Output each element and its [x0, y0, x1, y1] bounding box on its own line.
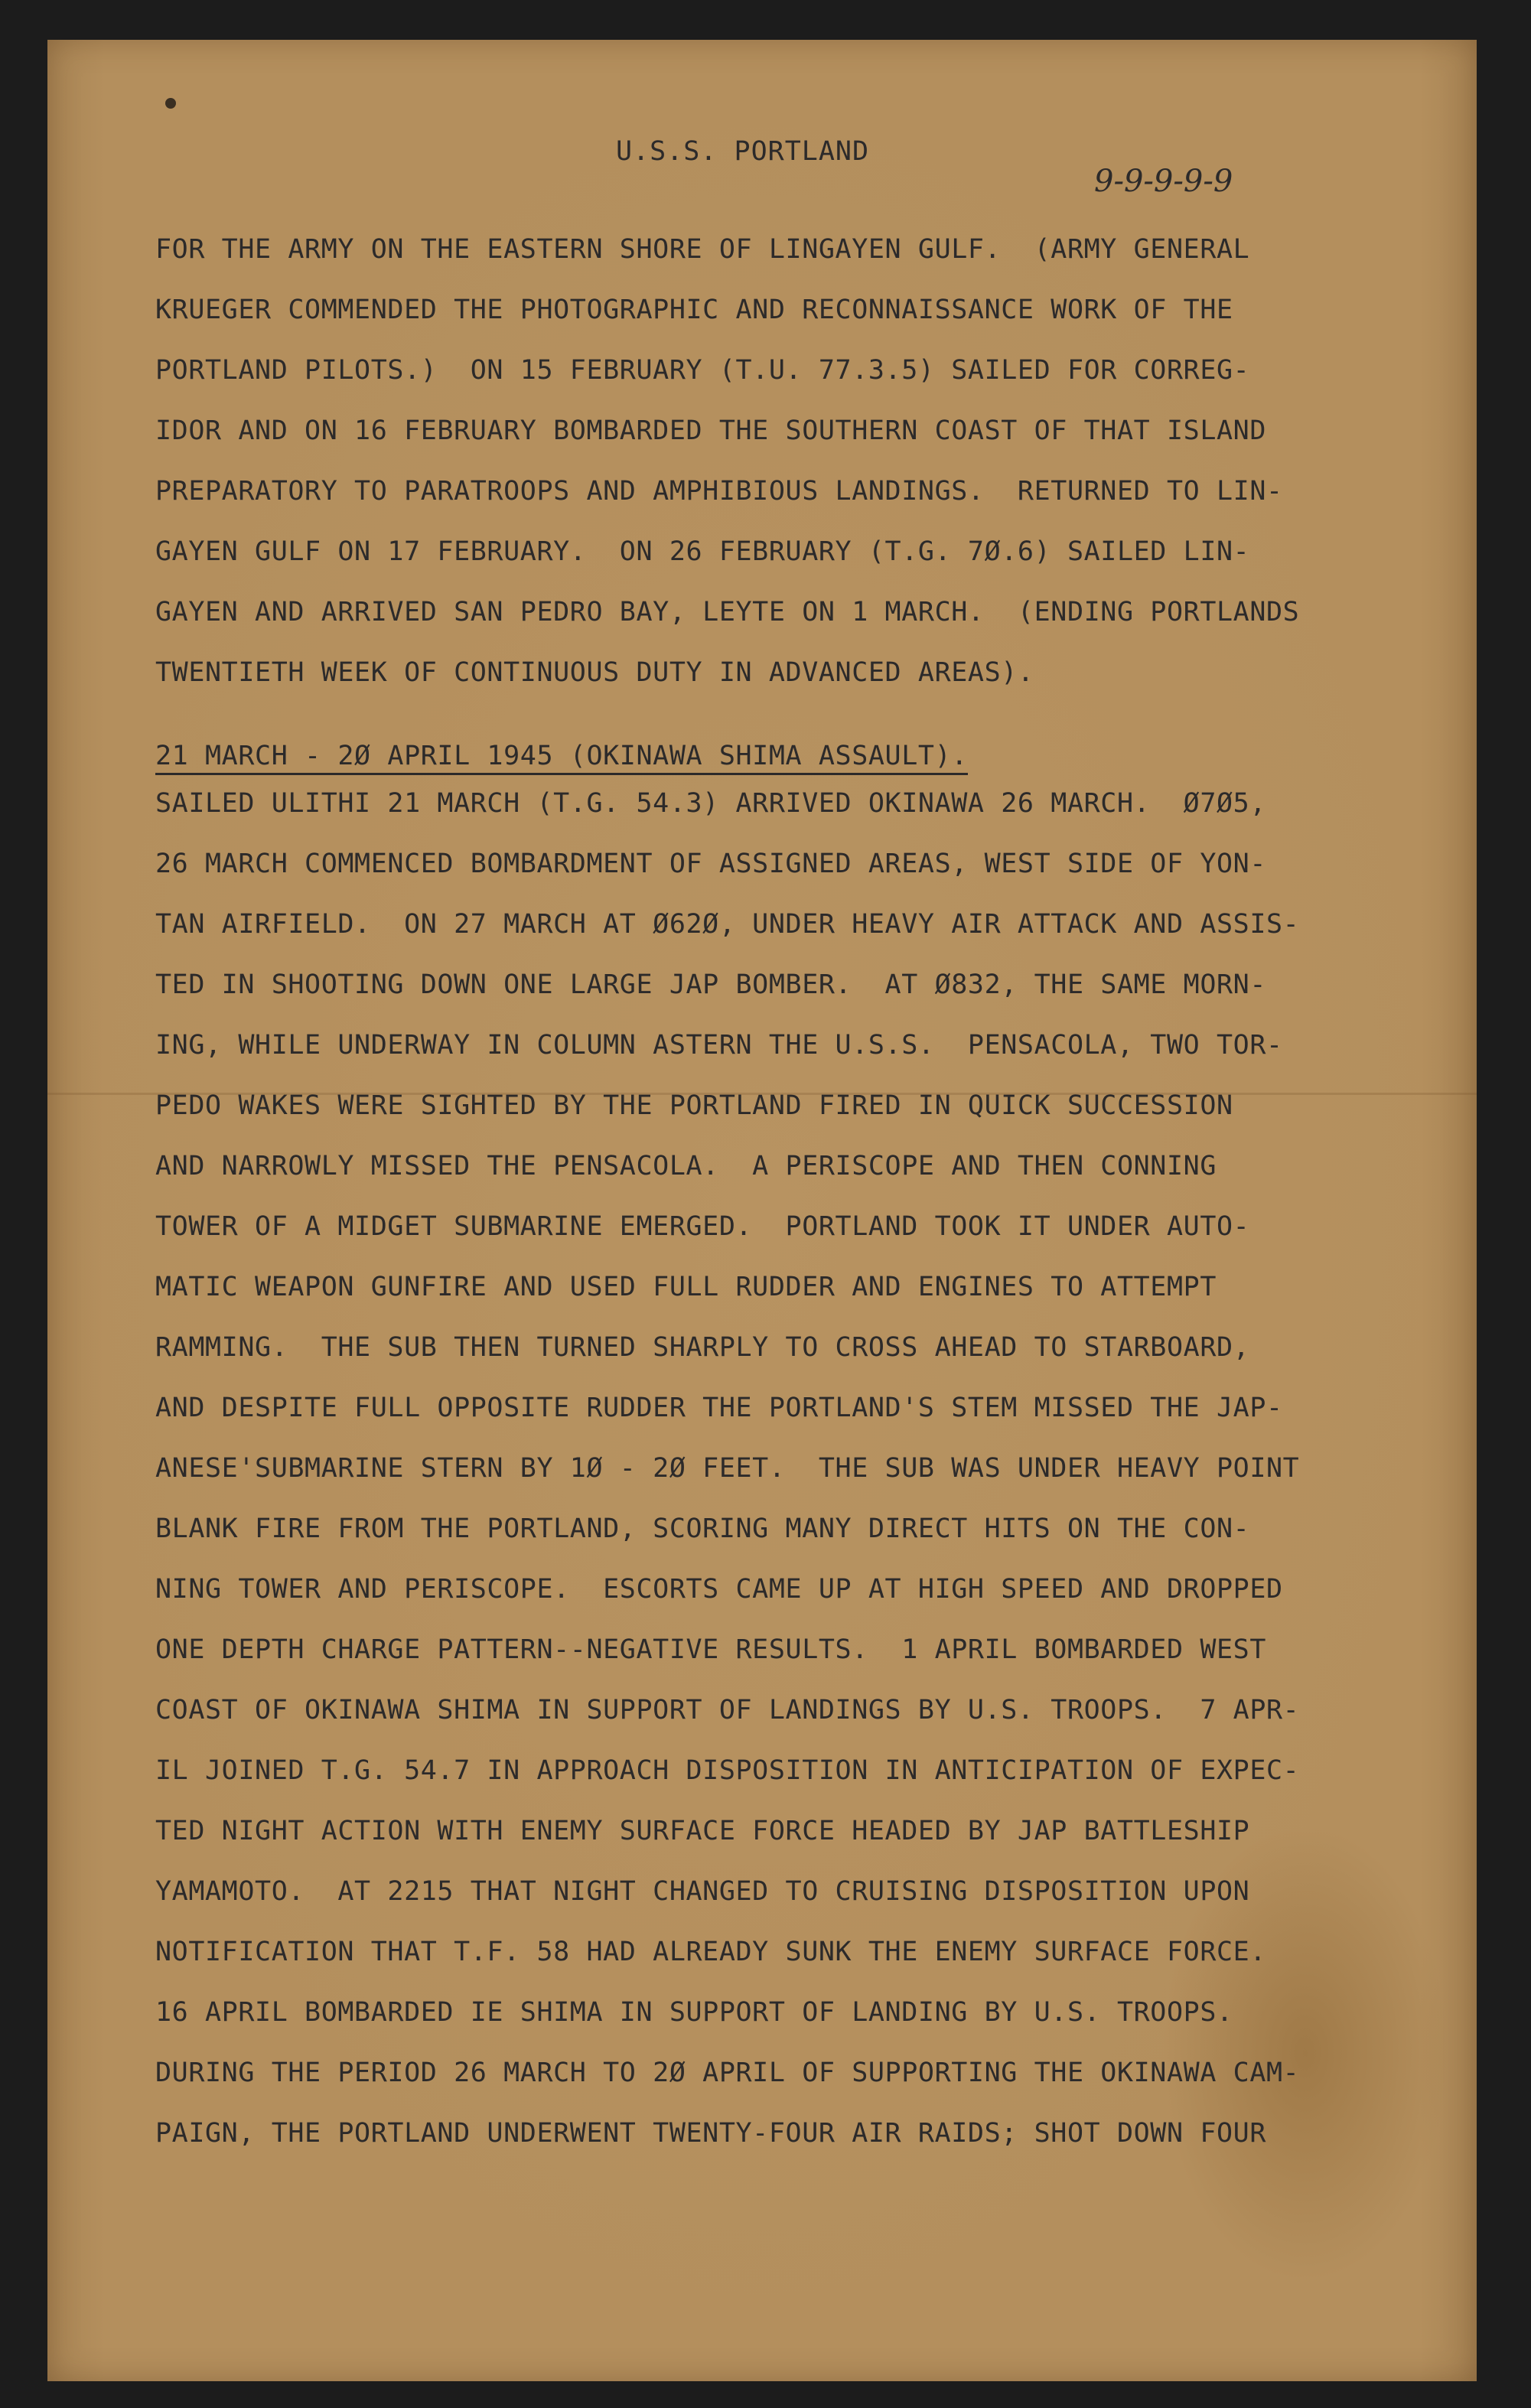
text-line: ONE DEPTH CHARGE PATTERN--NEGATIVE RESULTS. 1 APRIL BOMBARDED WEST	[155, 1634, 1267, 1665]
text-line: IDOR AND ON 16 FEBRUARY BOMBARDED THE SOUTHERN COAST OF THAT ISLAND	[155, 415, 1267, 446]
section-heading: 21 MARCH - 2Ø APRIL 1945 (OKINAWA SHIMA ASSAULT).	[155, 741, 968, 775]
document-page	[47, 40, 1477, 2381]
text-line: KRUEGER COMMENDED THE PHOTOGRAPHIC AND RECONNAISSANCE WORK OF THE	[155, 295, 1233, 325]
text-line: NING TOWER AND PERISCOPE. ESCORTS CAME UP AT HIGH SPEED AND DROPPED	[155, 1574, 1283, 1605]
text-line: DURING THE PERIOD 26 MARCH TO 2Ø APRIL OF SUPPORTING THE OKINAWA CAM-	[155, 2058, 1300, 2088]
text-line: MATIC WEAPON GUNFIRE AND USED FULL RUDDER AND ENGINES TO ATTEMPT	[155, 1272, 1217, 1302]
text-line: NOTIFICATION THAT T.F. 58 HAD ALREADY SUNK THE ENEMY SURFACE FORCE.	[155, 1937, 1267, 1967]
text-line: IL JOINED T.G. 54.7 IN APPROACH DISPOSITION IN ANTICIPATION OF EXPEC-	[155, 1755, 1300, 1786]
text-line: ING, WHILE UNDERWAY IN COLUMN ASTERN THE U.S.S. PENSACOLA, TWO TOR-	[155, 1030, 1283, 1061]
text-line: PEDO WAKES WERE SIGHTED BY THE PORTLAND FIRED IN QUICK SUCCESSION	[155, 1090, 1233, 1121]
text-line: YAMAMOTO. AT 2215 THAT NIGHT CHANGED TO CRUISING DISPOSITION UPON	[155, 1876, 1250, 1907]
text-line: COAST OF OKINAWA SHIMA IN SUPPORT OF LANDINGS BY U.S. TROOPS. 7 APR-	[155, 1695, 1300, 1725]
ink-spot	[165, 98, 176, 109]
text-line: TOWER OF A MIDGET SUBMARINE EMERGED. PORTLAND TOOK IT UNDER AUTO-	[155, 1211, 1250, 1242]
text-line: TAN AIRFIELD. ON 27 MARCH AT Ø62Ø, UNDER HEAVY AIR ATTACK AND ASSIS-	[155, 909, 1300, 940]
text-line: TWENTIETH WEEK OF CONTINUOUS DUTY IN ADVANCED AREAS).	[155, 657, 1034, 688]
text-line: TED IN SHOOTING DOWN ONE LARGE JAP BOMBER. AT Ø832, THE SAME MORN-	[155, 969, 1267, 1000]
text-line: SAILED ULITHI 21 MARCH (T.G. 54.3) ARRIVED OKINAWA 26 MARCH. Ø7Ø5,	[155, 788, 1267, 819]
text-line: 26 MARCH COMMENCED BOMBARDMENT OF ASSIGNED AREAS, WEST SIDE OF YON-	[155, 849, 1267, 879]
page-number: 9-9-9-9-9	[1094, 164, 1233, 199]
text-line: PREPARATORY TO PARATROOPS AND AMPHIBIOUS LANDINGS. RETURNED TO LIN-	[155, 476, 1283, 507]
text-line: AND DESPITE FULL OPPOSITE RUDDER THE PORTLAND'S STEM MISSED THE JAP-	[155, 1393, 1283, 1423]
text-line: ANESE'SUBMARINE STERN BY 1Ø - 2Ø FEET. THE SUB WAS UNDER HEAVY POINT	[155, 1453, 1300, 1484]
text-line: 16 APRIL BOMBARDED IE SHIMA IN SUPPORT OF LANDING BY U.S. TROOPS.	[155, 1997, 1233, 2028]
text-line: PORTLAND PILOTS.) ON 15 FEBRUARY (T.U. 77.3.5) SAILED FOR CORREG-	[155, 355, 1250, 386]
text-line: PAIGN, THE PORTLAND UNDERWENT TWENTY-FOUR AIR RAIDS; SHOT DOWN FOUR	[155, 2118, 1267, 2149]
text-line: BLANK FIRE FROM THE PORTLAND, SCORING MANY DIRECT HITS ON THE CON-	[155, 1514, 1250, 1544]
text-line: TED NIGHT ACTION WITH ENEMY SURFACE FORCE HEADED BY JAP BATTLESHIP	[155, 1816, 1250, 1846]
page-header-title: U.S.S. PORTLAND	[616, 136, 870, 167]
text-line: GAYEN GULF ON 17 FEBRUARY. ON 26 FEBRUARY (T.G. 7Ø.6) SAILED LIN-	[155, 536, 1250, 567]
text-line: RAMMING. THE SUB THEN TURNED SHARPLY TO CROSS AHEAD TO STARBOARD,	[155, 1332, 1250, 1363]
text-line: AND NARROWLY MISSED THE PENSACOLA. A PERISCOPE AND THEN CONNING	[155, 1151, 1217, 1181]
text-line: FOR THE ARMY ON THE EASTERN SHORE OF LINGAYEN GULF. (ARMY GENERAL	[155, 234, 1250, 265]
text-line: GAYEN AND ARRIVED SAN PEDRO BAY, LEYTE ON 1 MARCH. (ENDING PORTLANDS	[155, 597, 1300, 627]
